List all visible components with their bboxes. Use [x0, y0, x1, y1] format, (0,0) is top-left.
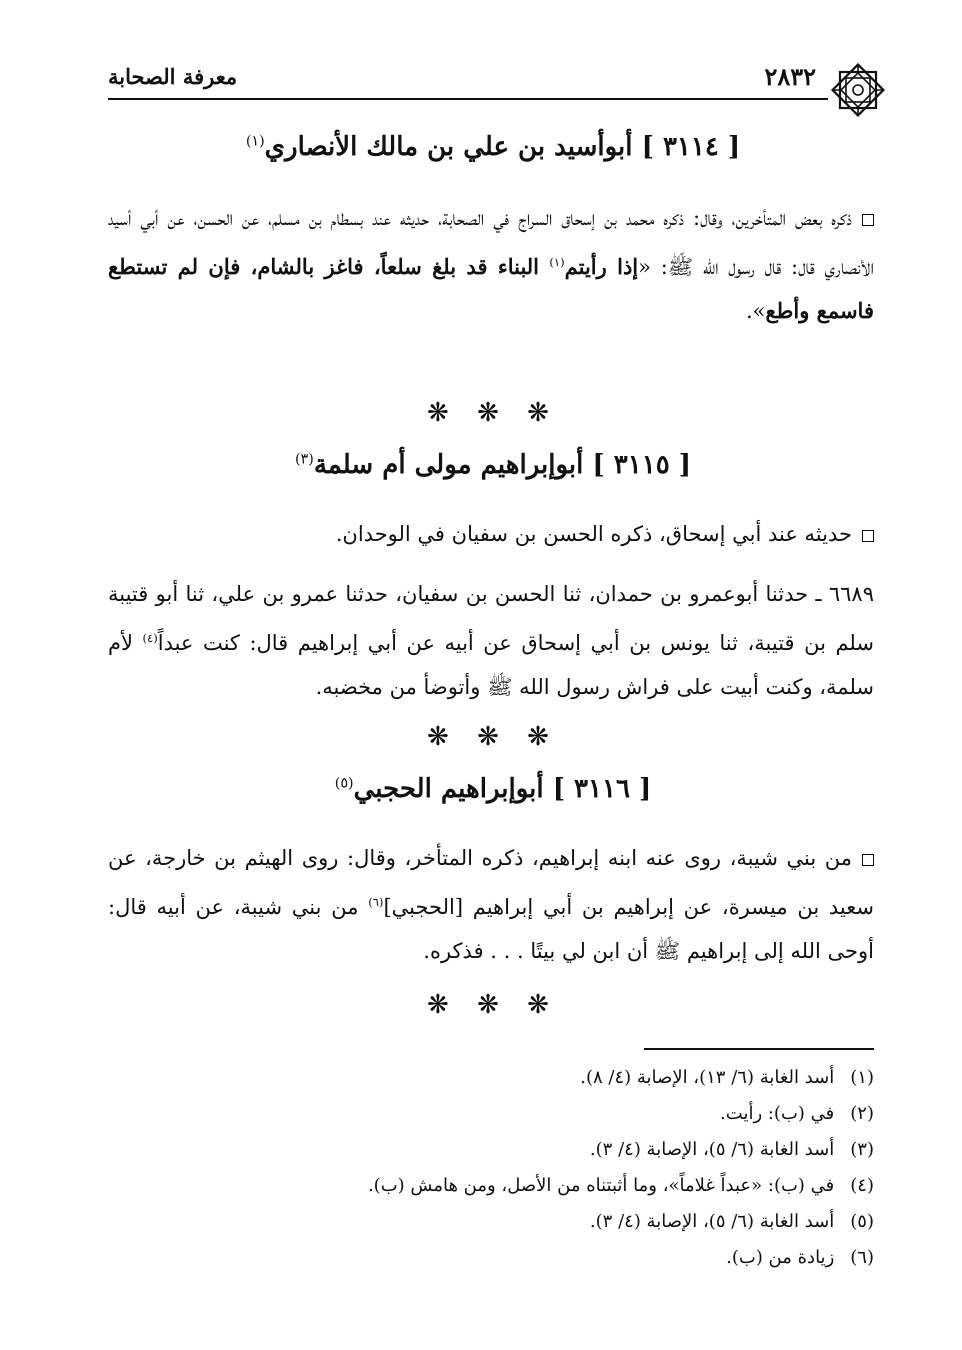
footnote-rule: [644, 1048, 874, 1050]
section-separator: ❋ ❋ ❋: [427, 722, 559, 752]
page-number: ٢٨٣٢: [764, 62, 816, 91]
entry-title-text: [ ٣١١٦ ] أبوإبراهيم الحجبي: [353, 774, 652, 804]
footnotes-list: [108, 1060, 874, 1276]
footnote-ref: (١): [549, 255, 565, 269]
square-bullet-icon: [862, 214, 874, 226]
entry-title-3116: [108, 774, 878, 804]
page-header: [108, 58, 878, 106]
square-bullet-icon: [862, 854, 874, 866]
entry-title-3114: [108, 132, 878, 162]
footnote-item: (٥) أسد الغابة (٦/ ٥)، الإصابة (٤/ ٣).: [589, 1211, 874, 1232]
running-title: معرفة الصحابة: [108, 64, 238, 89]
entry-body-3116: من بني شيبة، روى عنه ابنه إبراهيم، ذكره المتأخر، وقال: روى الهيثم بن خارجة، عن سعيد بن ميسرة، عن إبراهيم بن أبي إبراهيم [الحجبي]$^{(٦)}$ من بني شيبة، عن أبيه قال: أوحى الله إلى إبراهيم ﷺ أن ابن لي بيتًا . . . فذكره.: [108, 846, 874, 963]
footnote-ref: (٥): [334, 775, 354, 792]
footnote-item: (٣) أسد الغابة (٦/ ٥)، الإصابة (٤/ ٣).: [589, 1139, 874, 1160]
section-separator: ❋ ❋ ❋: [427, 398, 559, 428]
hadith-6689: ٦٦٨٩ ـ حدثنا أبوعمرو بن حمدان، ثنا الحسن بن سفيان، حدثنا عمرو بن علي، ثنا أبو قتيبة سلم بن قتيبة، ثنا يونس بن أبي إسحاق عن أبيه عن أبي إبراهيم قال: كنت عبداً$^{(٤)}$ لأم سلمة، وكنت أبيت على فراش رسول الله ﷺ وأتوضأ من مخضبه.: [108, 582, 874, 699]
footnote-item: (١) أسد الغابة (٦/ ١٣)، الإصابة (٤/ ٨).: [580, 1067, 874, 1088]
header-rule: [108, 98, 848, 100]
entry-title-text: [ ٣١١٤ ] أبوأسيد بن علي بن مالك الأنصاري: [264, 132, 741, 162]
footnote-ref: (٣): [294, 451, 314, 468]
square-bullet-icon: [862, 530, 874, 542]
section-separator: ❋ ❋ ❋: [427, 990, 559, 1020]
entry-body-3114: ذكره بعض المتأخرين، وقال: ذكره محمد بن إسحاق السراج في الصحابة، حديثه عند بسطام بن مسلم، عن الحسن، عن أبي أسيد الأنصاري قال: قال رسول الله ﷺ: «إذا رأيتم$^{(١)}$ البناء قد بلغ سلعاً، فاغز بالشام، فإن لم تستطع فاسمع وأطع».: [108, 206, 875, 323]
footnote-ref: (١): [245, 133, 265, 150]
footnote-item: (٤) في (ب): «عبداً غلاماً»، وما أثبتناه من الأصل، ومن هامش (ب).: [367, 1175, 874, 1196]
footnote-ref: (٤): [142, 631, 158, 645]
entry-title-3115: [108, 450, 878, 480]
entry-body-3115: حديثه عند أبي إسحاق، ذكره الحسن بن سفيان في الوحدان.: [108, 512, 874, 556]
entry-title-text: [ ٣١١٥ ] أبوإبراهيم مولى أم سلمة: [313, 450, 692, 480]
octagonal-star-ornament-icon: [828, 60, 888, 120]
footnote-item: (٢) في (ب): رأيت.: [720, 1103, 874, 1124]
footnote-ref: (٦): [368, 895, 384, 909]
footnote-item: (٦) زيادة من (ب).: [726, 1247, 874, 1268]
